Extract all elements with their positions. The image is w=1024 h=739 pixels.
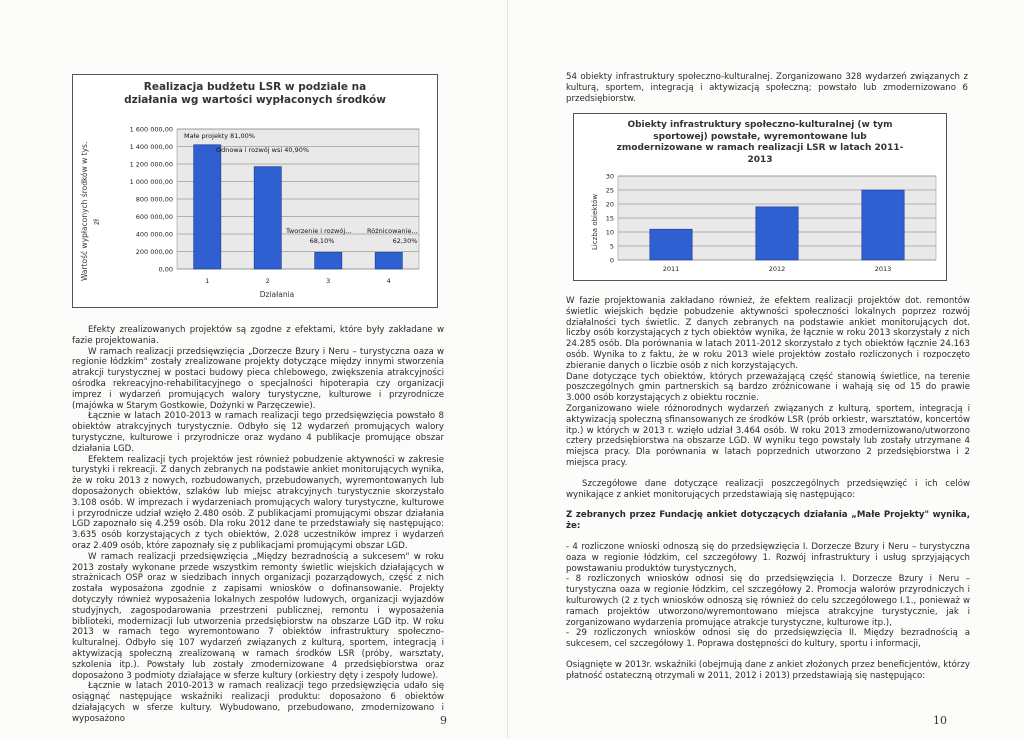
y-tick-label: 10: [605, 228, 614, 237]
x-tick-label: 4: [386, 277, 391, 285]
data-label-4: Różnicowanie...: [367, 227, 418, 235]
bar-3: [315, 252, 342, 269]
list-item: - 8 rozliczonych wniosków odnosi się do przedsięwzięcia I. Dorzecze Bzury i Neru – turystyczna oaza w regionie łódzkim, cel szczegółowy 2. Promocja walorów przyrodniczych i kulturowych (2 z tych wniosków odnoszą się również do celu szczegółowego I.1., ponieważ w ramach projektów utworzono/wyremontowano miejsca atrakcyjne turystycznie, jak i zorganizowano wydarzenia promujące atrakcje turystyczne, kulturowe itp.),: [566, 574, 970, 628]
y-tick-label: 25: [605, 186, 614, 195]
left-page: [0, 0, 508, 739]
data-label-4-pct: 62,30%: [392, 237, 418, 245]
x-tick-label: 2: [265, 277, 270, 285]
x-tick-label: 2011: [662, 265, 680, 273]
bar-2012: [756, 207, 798, 260]
y-tick-label: 1 600 000,00: [129, 125, 173, 134]
bar-2: [254, 167, 281, 269]
x-tick-label: 1: [205, 277, 210, 285]
x-axis-label: Działania: [259, 290, 295, 299]
chart-plot: [73, 75, 437, 307]
bar-2013: [862, 190, 904, 260]
chart-title: Obiekty infrastruktury społeczno-kulturalnej (w tym sportowej) powstałe, wyremontowane lub zmodernizowane w ramach realizacji LSR w latach 2011-2013: [616, 120, 904, 165]
left-body-text: [72, 325, 444, 724]
paragraph: Osiągnięte w 2013r. wskaźniki (obejmują dane z ankiet złożonych przez beneficjentów, którzy płatność ostateczną otrzymali w 2011, 2012 i 2013) przedstawiają się następująco:: [566, 659, 970, 681]
right-intro-text: 54 obiekty infrastruktury społeczno-kulturalnej. Zorganizowano 328 wydarzeń związanych z kulturą, sportem, integracją i aktywizacją społeczną; powstało lub zmodernizowano 6 przedsiębiorstw.: [566, 72, 968, 104]
y-tick-label: 1 400 000,00: [129, 143, 173, 151]
chart-title: Realizacja budżetu LSR w podziale na działania wg wartości wypłaconych środków: [124, 81, 386, 106]
bar-2011: [650, 229, 692, 260]
chart-budget-by-action: [72, 74, 438, 308]
paragraph: Łącznie w latach 2010-2013 w ramach realizacji tego przedsięwzięcia powstało 8 obiektów atrakcyjnych turystycznie. Odbyło się 12 wydarzeń promujących walory turystyczne, kulturowe i przyrodnicze oraz wydano 4 publikacje promujące obszar działania LGD.: [72, 411, 444, 454]
y-tick-label: 5: [609, 242, 614, 251]
chart-infrastructure-objects: [573, 113, 947, 281]
x-tick-label: 2013: [874, 265, 892, 273]
paragraph: Efektem realizacji tych projektów jest również pobudzenie aktywności w zakresie turystyki i rekreacji. Z danych zebranych na podstawie ankiet monitorujących wynika, że w roku 2013 z nowych, rozbudowanych, przebudowanych, wyremontowanych lub doposażonych obiektów, szlaków lub miejsc atrakcyjnych turystycznie skorzystało 3.108 osób. W imprezach i wydarzeniach promujących walory turystyczne, kulturowe i przyrodnicze udział wzięło 2.480 osób. Z publikacjami promującymi obszar działania LGD zapoznało się 4.259 osób. Dla roku 2012 dane te przedstawiały się następująco: 3.635 osób korzystających z tych obiektów, 2.028 uczestników imprez i wydarzeń oraz 2.409 osób, które zapoznały się z publikacjami promującymi obszar LGD.: [72, 454, 444, 551]
paragraph: Efekty zrealizowanych projektów są zgodne z efektami, które były zakładane w fazie projektowania.: [72, 325, 444, 346]
y-axis-label-unit: zł: [92, 218, 101, 225]
bar-4: [375, 252, 402, 269]
y-tick-label: 1 200 000,00: [129, 160, 173, 169]
data-label-1: Małe projekty 81,00%: [184, 132, 255, 140]
data-label-3-pct: 68,10%: [309, 237, 335, 245]
y-tick-label: 600 000,00: [135, 213, 173, 221]
y-axis-label: Liczba obiektów: [591, 193, 599, 250]
paragraph: Zorganizowano wiele różnorodnych wydarzeń związanych z kulturą, sportem, integracją i aktywizacją społeczną sfinansowanych ze środków LSR (prób orkiestr, warsztatów, koncertów itp.) w których w 2013 r. wzięło udział 3.464 osób. W roku 2013 zmodernizowano/utworzono cztery przedsiębiorstwa na obszarze LGD. W wyniku tego powstały lub zostały utrzymane 4 miejsca pracy. Dla porównania w latach poprzednich utworzono 2 przedsiębiorstwa i 2 miejsca pracy.: [566, 403, 970, 468]
paragraph: Dane dotyczące tych obiektów, których przeważającą część stanowią świetlice, na terenie poszczególnych gmin partnerskich są bardzo zróżnicowane i wahają się od 15 do prawie 3.000 osób korzystających z obiektu rocznie.: [566, 371, 970, 404]
data-label-3: Tworzenie i rozwój...: [286, 227, 352, 235]
y-tick-label: 0: [609, 256, 614, 265]
page-number: 9: [440, 714, 447, 727]
y-tick-label: 15: [605, 214, 614, 223]
y-tick-label: 1 000 000,00: [129, 178, 173, 186]
paragraph: Szczegółowe dane dotyczące realizacji poszczególnych przedsięwzięć i ich celów wynikające z ankiet monitorujących przedstawiają się następująco:: [566, 478, 970, 500]
paragraph: W ramach realizacji przedsięwzięcia „Dorzecze Bzury i Neru – turystyczna oaza w regionie łódzkim" zostały zrealizowane projekty dotyczące między innymi stworzenia atrakcji turystycznej w postaci budowy pieca chlebowego, zwiększenia atrakcyjności ośrodka rekreacyjno-rehabilitacyjnego o specjalności hipoterapia czy organizacji imprez i wydarzeń promujących walory turystyczne, kulturowe i przyrodnicze (majówka w Starym Gostkowie, Dożynki w Parzęczewie).: [72, 346, 444, 411]
y-tick-label: 0,00: [158, 265, 173, 274]
chart-plot: [574, 114, 946, 280]
data-label-2: Odnowa i rozwój wsi 40,90%: [216, 146, 310, 154]
bar-1: [194, 145, 221, 269]
right-page: [508, 0, 1024, 739]
paragraph: W fazie projektowania zakładano również, że efektem realizacji projektów dot. remontów świetlic wiejskich będzie pobudzenie aktywności społeczności lokalnych poprzez rozwój działalności tych świetlic. Z danych zebranych na podstawie ankiet monitorujących dot. liczby osób korzystających z tych obiektów wynika, że łącznie w roku 2013 skorzystały z nich 24.285 osób. Dla porównania w latach 2011-2012 skorzystało z tych obiektów łącznie 24.163 osób. Wynika to z faktu, że w roku 2013 wiele projektów zostało rozliczonych i rozpoczęto zbieranie danych o liczbie osób z nich korzystających.: [566, 296, 970, 371]
x-tick-label: 2012: [768, 265, 786, 273]
y-tick-label: 200 000,00: [135, 248, 173, 256]
list-item: - 4 rozliczone wnioski odnoszą się do przedsięwzięcia I. Dorzecze Bzury i Neru – turystyczna oaza w regionie łódzkim, cel szczegółowy 1. Rozwój infrastruktury i usług sprzyjających powstawaniu produktów turystycznych,: [566, 541, 970, 574]
y-tick-label: 800 000,00: [135, 195, 173, 204]
right-body-text: [566, 296, 970, 682]
y-tick-label: 20: [605, 200, 614, 209]
y-tick-label: 30: [605, 172, 614, 181]
paragraph: Łącznie w latach 2010-2013 w ramach realizacji tego przedsięwzięcia udało się osiągnąć następujące wskaźniki realizacji produktu: doposażono 6 obiektów działających w sferze kultury. Wybudowano, przebudowano, zmodernizowano i wyposażono: [72, 681, 444, 724]
y-axis-label: Wartość wypłaconych środków w tys.: [80, 141, 89, 281]
section-heading: Z zebranych przez Fundację ankiet dotyczących działania „Małe Projekty" wynika, że:: [566, 510, 970, 532]
x-tick-label: 3: [326, 277, 331, 285]
list-item: - 29 rozliczonych wniosków odnosi się do przedsięwzięcia II. Między bezradnością a sukcesem, cel szczegółowy 1. Poprawa dostępności do kultury, sportu i informacji,: [566, 628, 970, 650]
page-number: 10: [933, 714, 947, 727]
y-tick-label: 400 000,00: [135, 230, 173, 239]
paragraph: W ramach realizacji przedsięwzięcia „Między bezradnością a sukcesem" w roku 2013 zostały wykonane przede wszystkim remonty świetlic wiejskich działających w strażnicach OSP oraz w siedzibach innych organizacji pozarządowych, część z nich została wyposażona zgodnie z zapisami wniosków o dofinansowanie. Projekty dotyczyły również wyposażenia lokalnych zespołów ludowych, organizacji wyjazdów studyjnych, zagospodarowania przestrzeni publicznej, remontu i wyposażenia biblioteki, modernizacji lub utworzenia przedsiębiorstw na obszarze LGD itp. W roku 2013 w ramach tego wyremontowano 7 obiektów infrastruktury społeczno-kulturalnej. Odbyło się 107 wydarzeń związanych z kulturą, sportem, integracją i aktywizacją społeczną zrealizowaną w ramach środków LSR (próby, warsztaty, szkolenia itp.). Powstały lub zostały zmodernizowane 4 przedsiębiorstwa oraz doposażono 3 podmioty działające w sferze kultury (orkiestry dęty i zespoły ludowe).: [72, 551, 444, 681]
